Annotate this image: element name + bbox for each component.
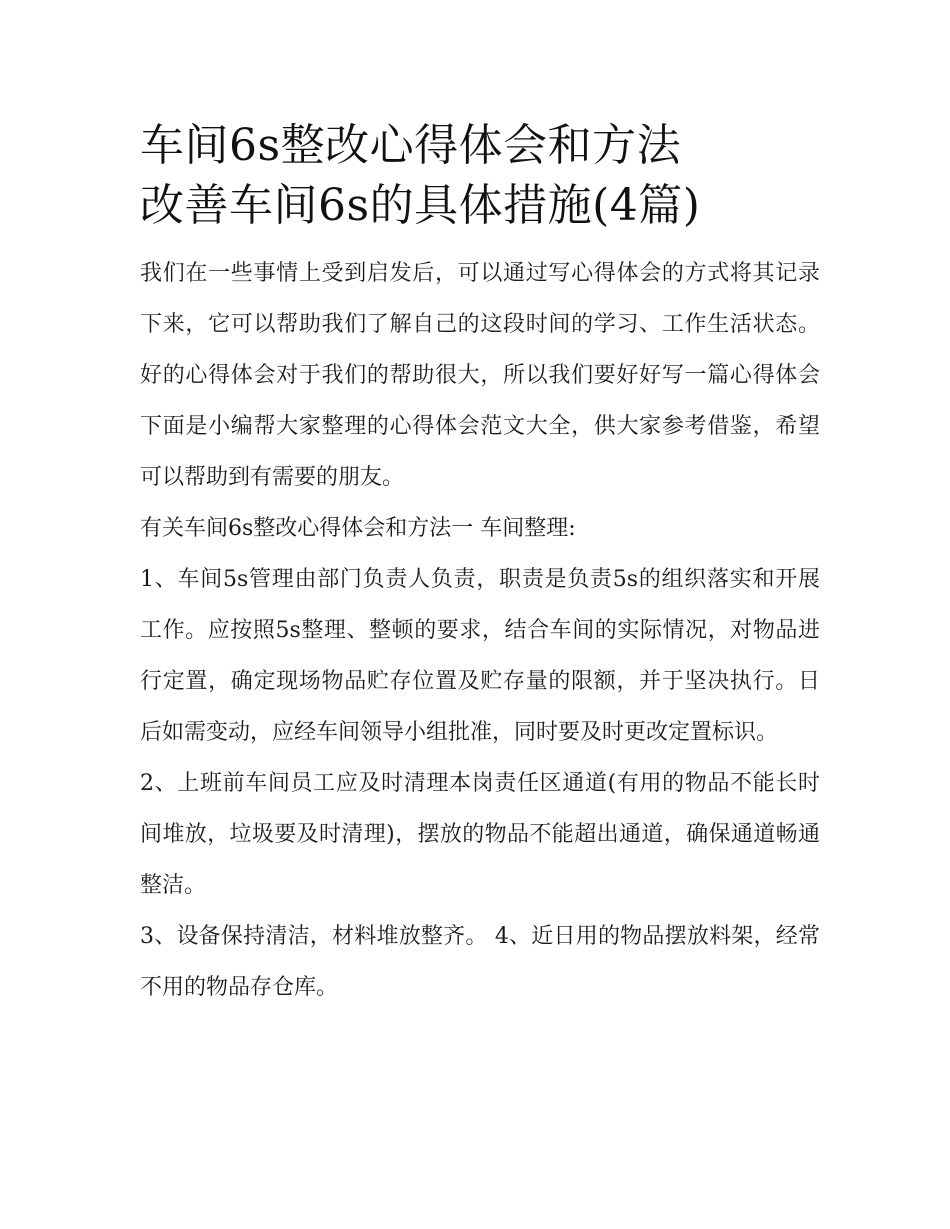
intro-paragraph: 我们在一些事情上受到启发后，可以通过写心得体会的方式将其记录下来，它可以帮助我们了解自己的这段时间的学习、工作生活状态。好的心得体会对于我们的帮助很大，所以我们要好好写一篇心得体会下面是小编帮大家整理的心得体会范文大全，供大家参考借鉴，希望可以帮助到有需要的朋友。 xyxy=(140,261,820,490)
document-body xyxy=(140,248,820,1013)
item-3-4-paragraph: 3、设备保持清洁，材料堆放整齐。 4、近日用的物品摆放料架，经常不用的物品存仓库。 xyxy=(140,924,820,1000)
title-line-2: 改善车间6s的具体措施(4篇) xyxy=(140,180,701,231)
item-2-paragraph: 2、上班前车间员工应及时清理本岗责任区通道(有用的物品不能长时间堆放，垃圾要及时清理)，摆放的物品不能超出通道，确保通道畅通整洁。 xyxy=(140,771,820,898)
section-heading-paragraph: 有关车间6s整改心得体会和方法一 车间整理: xyxy=(140,516,576,541)
title-line-1: 车间6s整改心得体会和方法 xyxy=(140,120,682,171)
item-1-paragraph: 1、车间5s管理由部门负责人负责，职责是负责5s的组织落实和开展工作。应按照5s整理、整顿的要求，结合车间的实际情况，对物品进行定置，确定现场物品贮存位置及贮存量的限额，并于坚决执行。日后如需变动，应经车间领导小组批准，同时要及时更改定置标识。 xyxy=(140,567,820,745)
document-content xyxy=(140,116,820,1013)
document-title xyxy=(140,116,820,236)
